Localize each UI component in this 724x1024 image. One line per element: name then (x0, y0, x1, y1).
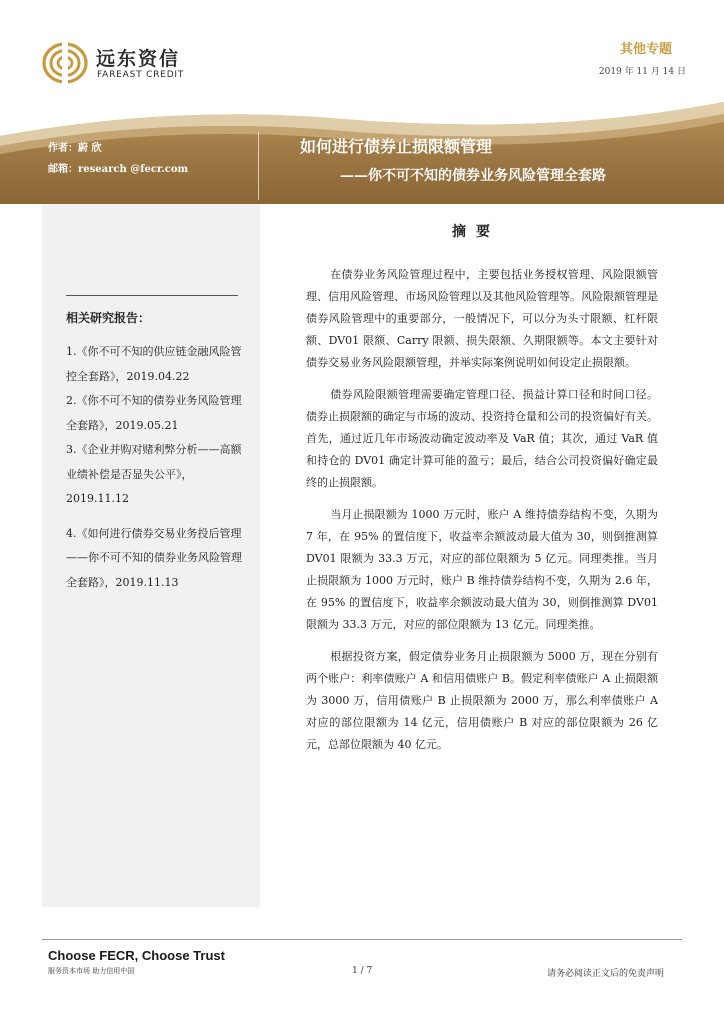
footer-disclaimer: 请务必阅读正文后的免责声明 (546, 969, 664, 979)
logo-name-cn: 远东资信 (96, 48, 181, 70)
author-line: 作者：蔚 欣 (48, 143, 102, 154)
sidebar-divider (66, 295, 238, 296)
related-reports-heading: 相关研究报告： (66, 311, 151, 325)
summary-paragraph: 根据投资方案，假定债券业务月止损限额为 5000 万，现在分别有两个账户：利率债账户 A 和信用债账户 B。假定利率债账户 A 止损限额为 3000 万，信用债账户 B 止损限额为 2000 万，那么利率债账户 A 对应的部位限额为 14 亿元，信用债账户 B 对应的部位限额为 26 亿元，总部位限额为 40 亿元。 (306, 650, 658, 751)
report-date: 2019 年 11 月 14 日 (598, 67, 686, 77)
report-category: 其他专题 (619, 42, 672, 57)
summary-body (306, 264, 658, 766)
related-report-item[interactable]: 3.《企业并购对赌利弊分析——高额业绩补偿是否显失公平》，2019.11.12 (66, 443, 242, 505)
related-report-item[interactable]: 4.《如何进行债券交易业务投后管理——你不可不知的债券业务风险管理全套路》，2019.11.13 (66, 526, 242, 589)
summary-paragraph: 当月止损限额为 1000 万元时，账户 A 维持债券结构不变，久期为 7 年，在 95% 的置信度下，收益率余额波动最大值为 30，则倒推测算 DV01 限额为 33.3 万元，对应的部位限额为 5 亿元。同理类推。当月止损限额为 1000 万元时，账户 B 维持债券结构不变，久期为 2.6 年，在 95% 的置信度下，收益率余额波动最大值为 30，则倒推测算 DV01 限额为 33.3 万元，对应的部位限额为 13 亿元。同理类推。 (306, 508, 658, 631)
footer-divider (42, 939, 682, 940)
report-title: 如何进行债券止损限额管理 (300, 137, 493, 156)
related-report-item[interactable]: 1.《你不可不知的供应链金融风险管控全套路》，2019.04.22 (66, 345, 242, 383)
company-logo (42, 40, 192, 86)
footer-slogan-cn: 服务资本市场 助力信用中国 (48, 967, 135, 975)
summary-heading: 摘要 (452, 224, 500, 240)
related-report-item[interactable]: 2.《你不可不知的债券业务风险管理全套路》，2019.05.21 (66, 394, 242, 432)
email-line[interactable]: 邮箱：research @fecr.com (48, 164, 189, 175)
report-subtitle: ——你不可不知的债券业务风险管理全套路 (340, 168, 606, 184)
page-number: 1 / 7 (352, 966, 373, 976)
related-reports-list (66, 340, 250, 595)
footer-slogan: Choose FECR, Choose Trust (48, 948, 225, 963)
logo-name-en: FAREAST CREDIT (97, 70, 185, 80)
summary-paragraph: 债券风险限额管理需要确定管理口径、损益计算口径和时间口径。债券止损限额的确定与市场的波动、投资持仓量和公司的投资偏好有关。首先，通过近几年市场波动确定波动率及 VaR 值；其次，通过 VaR 值和持仓的 DV01 确定计算可能的盈亏；最后，结合公司投资偏好确定最终的止损限额。 (306, 388, 658, 489)
fareast-logo-icon (42, 40, 88, 86)
summary-paragraph: 在债券业务风险管理过程中，主要包括业务授权管理、风险限额管理、信用风险管理、市场风险管理以及其他风险管理等。风险限额管理是债券风险管理中的重要部分，一般情况下，可以分为头寸限额、杠杆限额、DV01 限额、Carry 限额、损失限额、久期限额等。本文主要针对债券交易业务风险限额管理，并举实际案例说明如何设定止损限额。 (306, 268, 658, 369)
banner-divider (258, 132, 259, 200)
